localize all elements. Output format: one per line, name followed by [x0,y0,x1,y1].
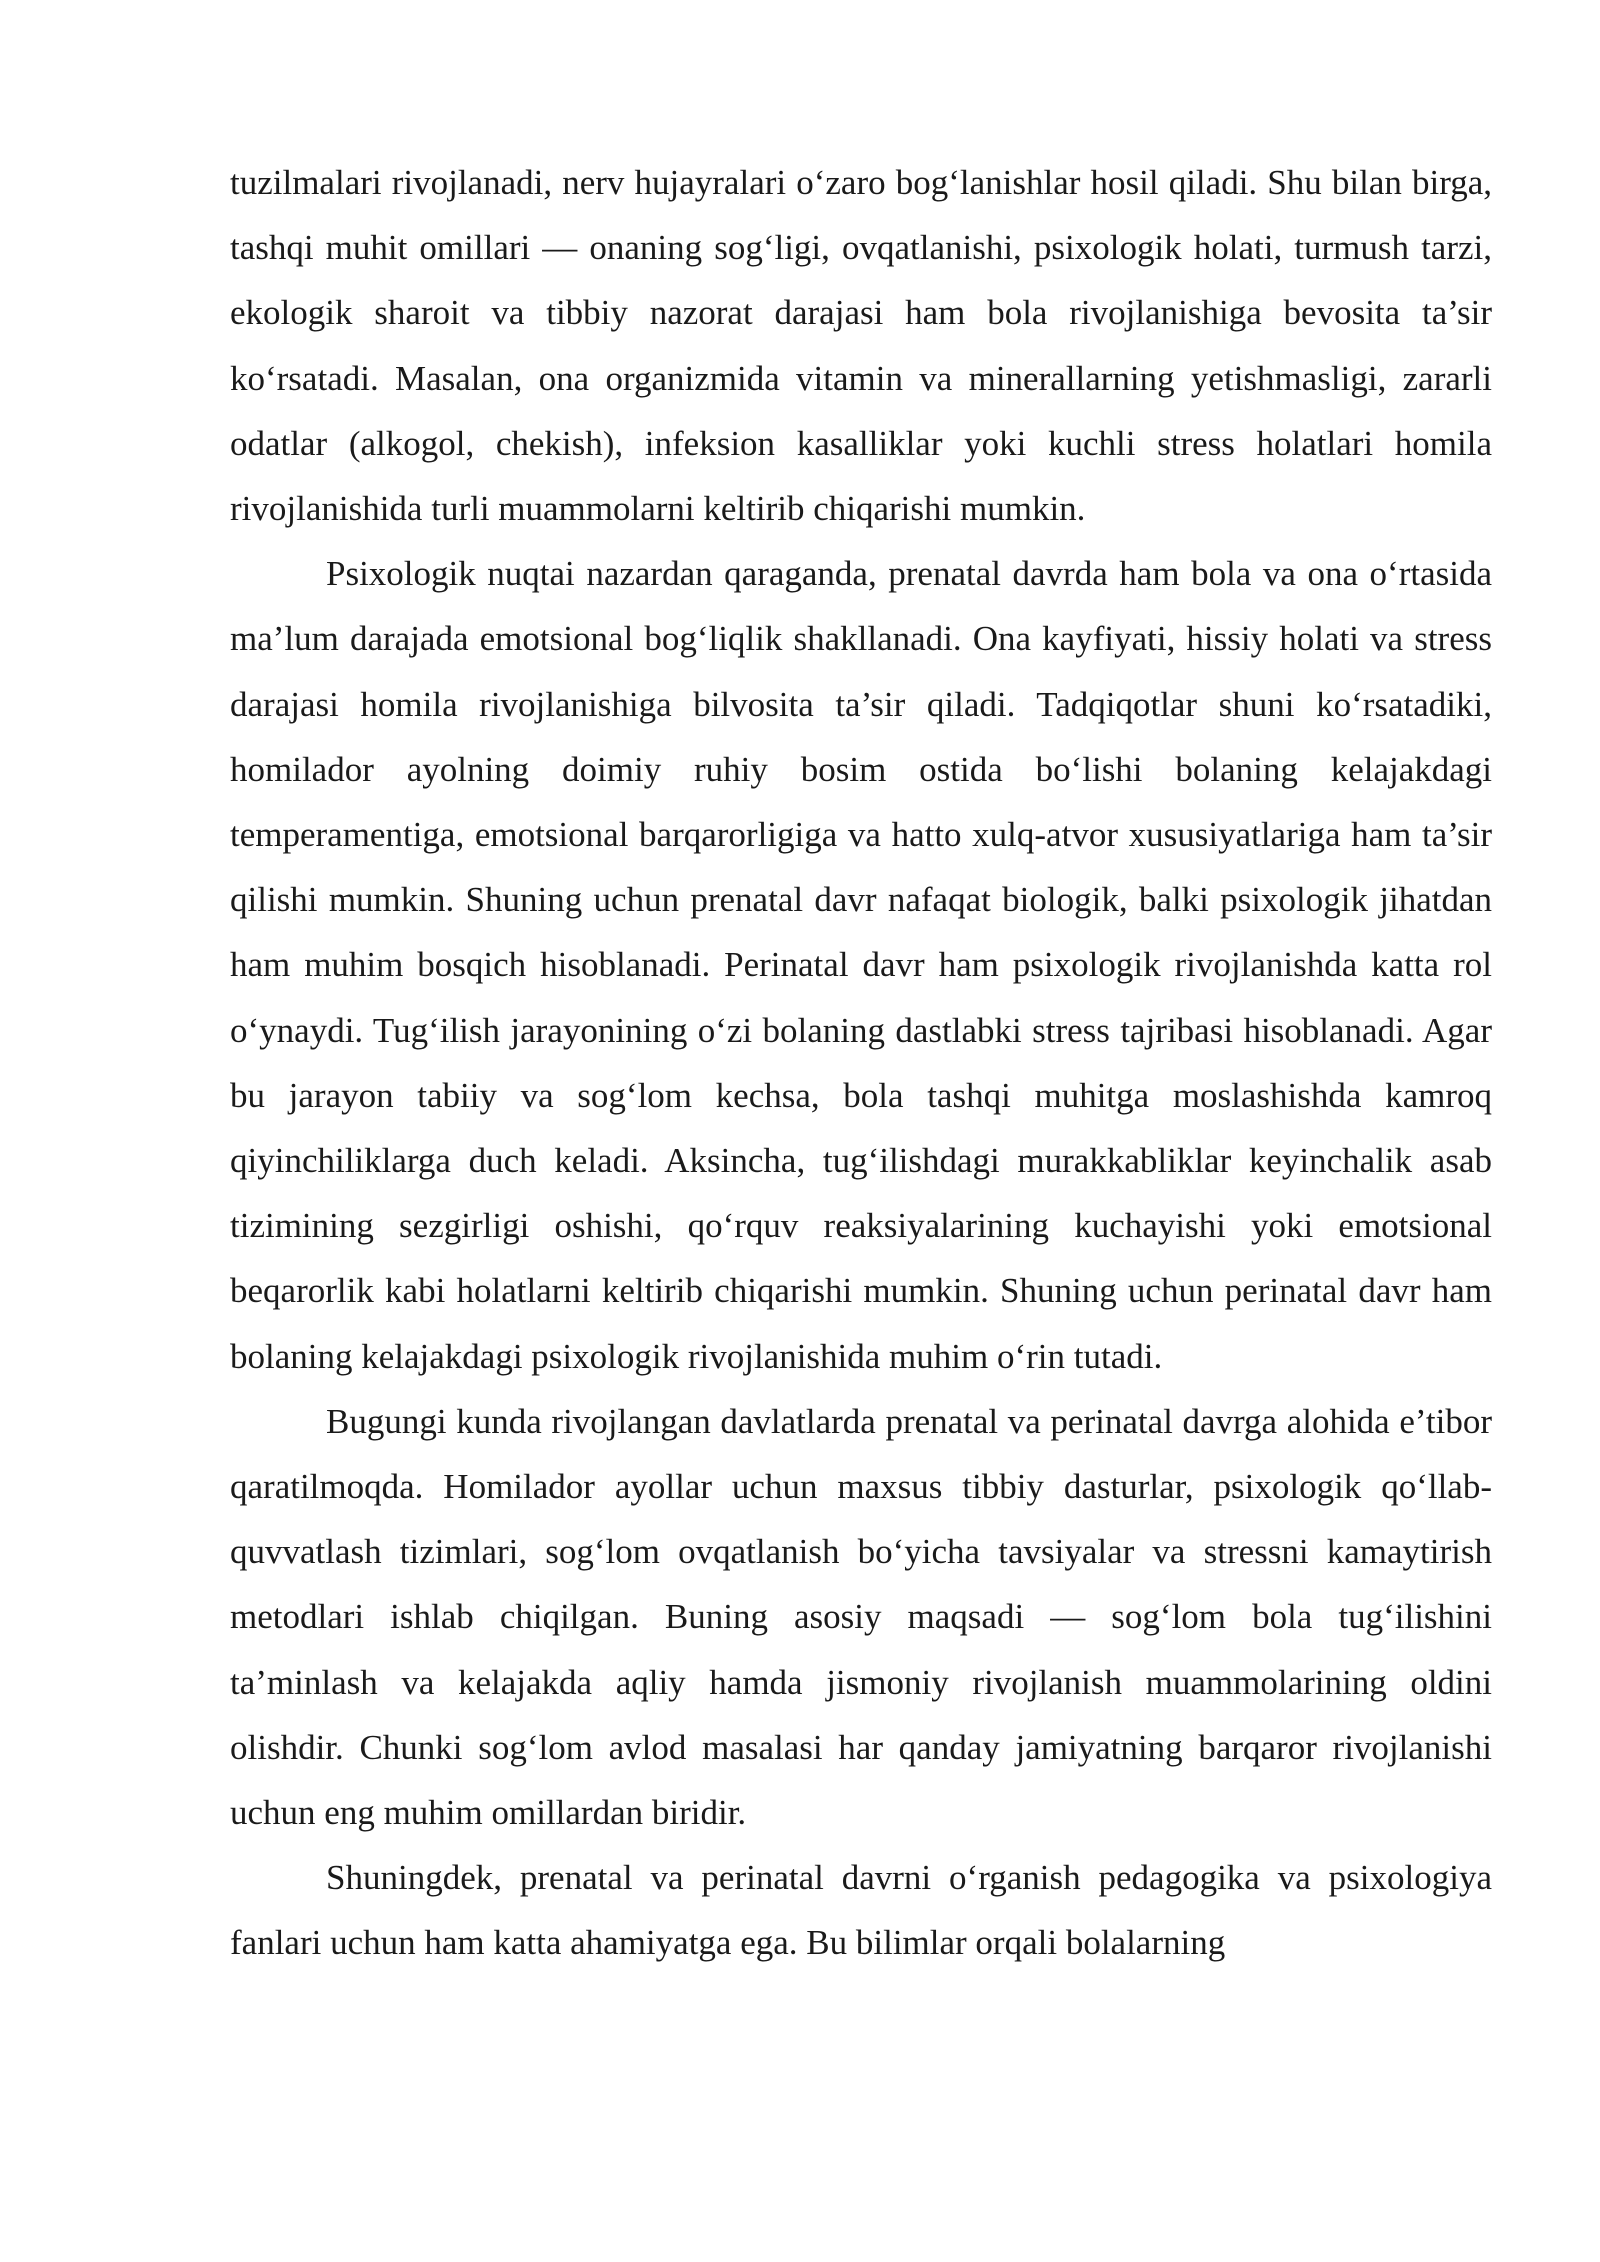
paragraph-4: Shuningdek, prenatal va perinatal davrni o‘rganish pedagogika va psixologiya fanlari uchun ham katta ahamiyatga ega. Bu bilimlar orqali bolalarning [230,1858,1492,1963]
paragraph-1: tuzilmalari rivojlanadi, nerv hujayralari o‘zaro bog‘lanishlar hosil qiladi. Shu bilan birga, tashqi muhit omillari — onaning sog‘ligi, ovqatlanishi, psixologik holati, turmush tarzi, ekologik sharoit va tibbiy nazorat darajasi ham bola rivojlanishiga bevosita ta’sir ko‘rsatadi. Masalan, ona organizmida vitamin va minerallarning yetishmasligi, zararli odatlar (alkogol, chekish), infeksion kasalliklar yoki kuchli stress holatlari homila rivojlanishida turli muammolarni keltirib chiqarishi mumkin. [230,163,1492,529]
paragraph-2: Psixologik nuqtai nazardan qaraganda, prenatal davrda ham bola va ona o‘rtasida ma’lum darajada emotsional bog‘liqlik shakllanadi. Ona kayfiyati, hissiy holati va stress darajasi homila rivojlanishiga bilvosita ta’sir qiladi. Tadqiqotlar shuni ko‘rsatadiki, homilador ayolning doimiy ruhiy bosim ostida bo‘lishi bolaning kelajakdagi temperamentiga, emotsional barqarorligiga va hatto xulq-atvor xususiyatlariga ham ta’sir qilishi mumkin. Shuning uchun prenatal davr nafaqat biologik, balki psixologik jihatdan ham muhim bosqich hisoblanadi. Perinatal davr ham psixologik rivojlanishda katta rol o‘ynaydi. Tug‘ilish jarayonining o‘zi bolaning dastlabki stress tajribasi hisoblanadi. Agar bu jarayon tabiiy va sog‘lom kechsa, bola tashqi muhitga moslashishda kamroq qiyinchiliklarga duch keladi. Aksincha, tug‘ilishdagi murakkabliklar keyinchalik asab tizimining sezgirligi oshishi, qo‘rquv reaksiyalarining kuchayishi yoki emotsional beqarorlik kabi holatlarni keltirib chiqarishi mumkin. Shuning uchun perinatal davr ham bolaning kelajakdagi psixologik rivojlanishida muhim o‘rin tutadi. [230,554,1492,1376]
document-body [230,150,1492,1976]
paragraph-3: Bugungi kunda rivojlangan davlatlarda prenatal va perinatal davrga alohida e’tibor qaratilmoqda. Homilador ayollar uchun maxsus tibbiy dasturlar, psixologik qo‘llab-quvvatlash tizimlari, sog‘lom ovqatlanish bo‘yicha tavsiyalar va stressni kamaytirish metodlari ishlab chiqilgan. Buning asosiy maqsadi — sog‘lom bola tug‘ilishini ta’minlash va kelajakda aqliy hamda jismoniy rivojlanish muammolarining oldini olishdir. Chunki sog‘lom avlod masalasi har qanday jamiyatning barqaror rivojlanishi uchun eng muhim omillardan biridir. [230,1401,1492,1833]
